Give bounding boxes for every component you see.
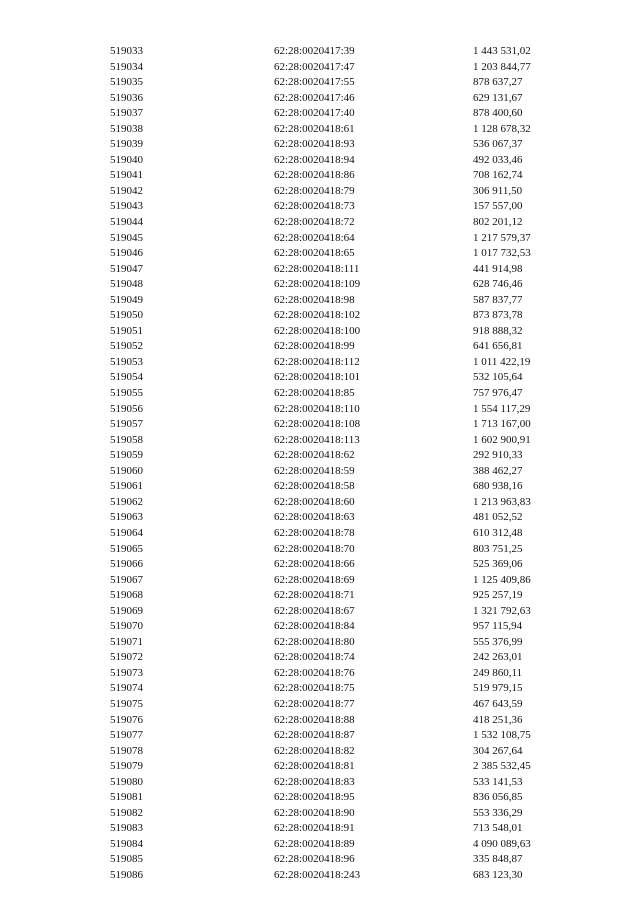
cadastral-number: 62:28:0020418:58 (274, 480, 355, 493)
record-number: 519083 (110, 822, 143, 835)
record-number: 519036 (110, 91, 143, 104)
cadastral-number: 62:28:0020418:70 (274, 542, 355, 555)
record-number: 519079 (110, 760, 143, 773)
record-number: 519082 (110, 806, 143, 819)
cadastral-number: 62:28:0020418:75 (274, 682, 355, 695)
table-row (0, 713, 640, 729)
record-number: 519046 (110, 247, 143, 260)
record-number: 519034 (110, 60, 143, 73)
table-row (0, 122, 640, 138)
record-number: 519070 (110, 620, 143, 633)
record-number: 519047 (110, 262, 143, 275)
cadastral-number: 62:28:0020418:88 (274, 713, 355, 726)
table-row (0, 137, 640, 153)
table-row (0, 168, 640, 184)
table-row (0, 790, 640, 806)
record-number: 519056 (110, 402, 143, 415)
record-number: 519068 (110, 589, 143, 602)
cadastral-number: 62:28:0020418:79 (274, 184, 355, 197)
cadastral-value: 1 602 900,91 (473, 433, 531, 446)
record-number: 519055 (110, 387, 143, 400)
cadastral-number: 62:28:0020418:82 (274, 744, 355, 757)
cadastral-value: 683 123,30 (473, 868, 523, 881)
cadastral-number: 62:28:0020418:73 (274, 200, 355, 213)
table-row (0, 355, 640, 371)
cadastral-number: 62:28:0020417:55 (274, 76, 355, 89)
table-row (0, 775, 640, 791)
record-number: 519075 (110, 697, 143, 710)
cadastral-value: 4 090 089,63 (473, 837, 531, 850)
cadastral-number: 62:28:0020418:64 (274, 231, 355, 244)
record-number: 519065 (110, 542, 143, 555)
record-number: 519078 (110, 744, 143, 757)
cadastral-number: 62:28:0020418:66 (274, 558, 355, 571)
cadastral-value: 242 263,01 (473, 651, 523, 664)
table-row (0, 324, 640, 340)
record-number: 519074 (110, 682, 143, 695)
record-number: 519035 (110, 76, 143, 89)
cadastral-number: 62:28:0020418:102 (274, 309, 361, 322)
cadastral-number: 62:28:0020418:108 (274, 418, 361, 431)
cadastral-number: 62:28:0020418:71 (274, 589, 355, 602)
table-row (0, 184, 640, 200)
cadastral-number: 62:28:0020418:109 (274, 278, 361, 291)
cadastral-number: 62:28:0020418:62 (274, 449, 355, 462)
cadastral-number: 62:28:0020418:59 (274, 464, 355, 477)
table-row (0, 153, 640, 169)
cadastral-number: 62:28:0020418:100 (274, 324, 361, 337)
cadastral-value: 492 033,46 (473, 153, 523, 166)
cadastral-number: 62:28:0020418:83 (274, 775, 355, 788)
cadastral-number: 62:28:0020418:74 (274, 651, 355, 664)
cadastral-value: 587 837,77 (473, 293, 523, 306)
cadastral-value: 878 637,27 (473, 76, 523, 89)
cadastral-value: 1 011 422,19 (473, 355, 531, 368)
cadastral-value: 1 017 732,53 (473, 247, 531, 260)
cadastral-value: 1 554 117,29 (473, 402, 531, 415)
cadastral-value: 803 751,25 (473, 542, 523, 555)
record-number: 519037 (110, 107, 143, 120)
cadastral-number: 62:28:0020417:39 (274, 45, 355, 57)
cadastral-value: 713 548,01 (473, 822, 523, 835)
cadastral-value: 519 979,15 (473, 682, 523, 695)
cadastral-number: 62:28:0020418:60 (274, 495, 355, 508)
cadastral-value: 708 162,74 (473, 169, 523, 182)
record-number: 519033 (110, 45, 143, 57)
cadastral-value: 878 400,60 (473, 107, 523, 120)
cadastral-value: 918 888,32 (473, 324, 523, 337)
record-number: 519073 (110, 666, 143, 679)
record-number: 519062 (110, 495, 143, 508)
cadastral-value: 292 910,33 (473, 449, 523, 462)
record-number: 519057 (110, 418, 143, 431)
cadastral-number: 62:28:0020418:85 (274, 387, 355, 400)
table-row (0, 526, 640, 542)
table-row (0, 339, 640, 355)
cadastral-number: 62:28:0020418:72 (274, 216, 355, 229)
cadastral-number: 62:28:0020418:112 (274, 355, 360, 368)
record-number: 519040 (110, 153, 143, 166)
record-number: 519077 (110, 729, 143, 742)
record-number: 519063 (110, 511, 143, 524)
cadastral-value: 249 860,11 (473, 666, 523, 679)
table-row (0, 370, 640, 386)
record-number: 519084 (110, 837, 143, 850)
cadastral-value: 1 217 579,37 (473, 231, 531, 244)
record-number: 519066 (110, 558, 143, 571)
table-row (0, 619, 640, 635)
table-row (0, 666, 640, 682)
cadastral-value: 873 873,78 (473, 309, 523, 322)
record-number: 519085 (110, 853, 143, 866)
cadastral-number: 62:28:0020418:78 (274, 526, 355, 539)
cadastral-value: 610 312,48 (473, 526, 523, 539)
table-row (0, 479, 640, 495)
cadastral-number: 62:28:0020418:99 (274, 340, 355, 353)
record-number: 519044 (110, 216, 143, 229)
cadastral-value: 441 914,98 (473, 262, 523, 275)
table-row (0, 681, 640, 697)
cadastral-value: 629 131,67 (473, 91, 523, 104)
cadastral-number: 62:28:0020418:69 (274, 573, 355, 586)
cadastral-value: 533 141,53 (473, 775, 523, 788)
cadastral-number: 62:28:0020417:46 (274, 91, 355, 104)
cadastral-number: 62:28:0020418:101 (274, 371, 361, 384)
cadastral-value: 1 532 108,75 (473, 729, 531, 742)
cadastral-value: 757 976,47 (473, 387, 523, 400)
cadastral-value: 628 746,46 (473, 278, 523, 291)
record-number: 519039 (110, 138, 143, 151)
record-number: 519051 (110, 324, 143, 337)
cadastral-value: 525 369,06 (473, 558, 523, 571)
cadastral-value: 481 052,52 (473, 511, 523, 524)
table-row (0, 650, 640, 666)
cadastral-number: 62:28:0020418:94 (274, 153, 355, 166)
table-row (0, 308, 640, 324)
cadastral-value: 418 251,36 (473, 713, 523, 726)
table-row (0, 44, 640, 60)
table-row (0, 75, 640, 91)
cadastral-value: 1 713 167,00 (473, 418, 531, 431)
record-number: 519042 (110, 184, 143, 197)
cadastral-value: 1 128 678,32 (473, 122, 531, 135)
cadastral-number: 62:28:0020418:243 (274, 868, 361, 881)
cadastral-number: 62:28:0020418:87 (274, 729, 355, 742)
table-row (0, 852, 640, 868)
cadastral-value: 1 321 792,63 (473, 604, 531, 617)
record-number: 519050 (110, 309, 143, 322)
table-row (0, 573, 640, 589)
cadastral-number: 62:28:0020418:95 (274, 791, 355, 804)
record-number: 519080 (110, 775, 143, 788)
table-row (0, 510, 640, 526)
table-row (0, 91, 640, 107)
table-row (0, 495, 640, 511)
cadastral-number: 62:28:0020418:89 (274, 837, 355, 850)
cadastral-number: 62:28:0020418:65 (274, 247, 355, 260)
cadastral-value: 1 213 963,83 (473, 495, 531, 508)
cadastral-number: 62:28:0020418:96 (274, 853, 355, 866)
cadastral-value: 680 938,16 (473, 480, 523, 493)
record-number: 519049 (110, 293, 143, 306)
cadastral-value: 2 385 532,45 (473, 760, 531, 773)
record-number: 519064 (110, 526, 143, 539)
table-row (0, 697, 640, 713)
cadastral-number: 62:28:0020418:111 (274, 262, 360, 275)
record-number: 519058 (110, 433, 143, 446)
record-number: 519071 (110, 635, 143, 648)
table-row (0, 821, 640, 837)
table-row (0, 402, 640, 418)
table-row (0, 262, 640, 278)
record-number: 519038 (110, 122, 143, 135)
table-row (0, 728, 640, 744)
cadastral-number: 62:28:0020418:81 (274, 760, 355, 773)
cadastral-value: 467 643,59 (473, 697, 523, 710)
record-number: 519052 (110, 340, 143, 353)
record-number: 519045 (110, 231, 143, 244)
record-number: 519061 (110, 480, 143, 493)
table-row (0, 277, 640, 293)
data-table (0, 44, 640, 884)
cadastral-value: 532 105,64 (473, 371, 523, 384)
cadastral-value: 802 201,12 (473, 216, 523, 229)
table-row (0, 293, 640, 309)
cadastral-value: 536 067,37 (473, 138, 523, 151)
table-row (0, 215, 640, 231)
table-row (0, 837, 640, 853)
cadastral-number: 62:28:0020418:90 (274, 806, 355, 819)
cadastral-number: 62:28:0020418:86 (274, 169, 355, 182)
record-number: 519054 (110, 371, 143, 384)
cadastral-number: 62:28:0020418:91 (274, 822, 355, 835)
cadastral-number: 62:28:0020418:76 (274, 666, 355, 679)
cadastral-number: 62:28:0020418:80 (274, 635, 355, 648)
table-row (0, 433, 640, 449)
record-number: 519076 (110, 713, 143, 726)
cadastral-number: 62:28:0020418:93 (274, 138, 355, 151)
table-row (0, 744, 640, 760)
record-number: 519053 (110, 355, 143, 368)
record-number: 519072 (110, 651, 143, 664)
table-row (0, 604, 640, 620)
cadastral-number: 62:28:0020418:77 (274, 697, 355, 710)
cadastral-value: 555 376,99 (473, 635, 523, 648)
table-row (0, 386, 640, 402)
cadastral-value: 957 115,94 (473, 620, 523, 633)
table-row (0, 759, 640, 775)
table-row (0, 199, 640, 215)
cadastral-value: 641 656,81 (473, 340, 523, 353)
cadastral-number: 62:28:0020417:47 (274, 60, 355, 73)
cadastral-value: 388 462,27 (473, 464, 523, 477)
table-row (0, 868, 640, 884)
cadastral-number: 62:28:0020418:110 (274, 402, 360, 415)
table-row (0, 464, 640, 480)
cadastral-number: 62:28:0020418:61 (274, 122, 355, 135)
table-row (0, 231, 640, 247)
cadastral-value: 925 257,19 (473, 589, 523, 602)
cadastral-number: 62:28:0020418:67 (274, 604, 355, 617)
record-number: 519060 (110, 464, 143, 477)
table-row (0, 246, 640, 262)
table-row (0, 588, 640, 604)
record-number: 519059 (110, 449, 143, 462)
table-row (0, 60, 640, 76)
record-number: 519081 (110, 791, 143, 804)
table-row (0, 806, 640, 822)
record-number: 519086 (110, 868, 143, 881)
record-number: 519041 (110, 169, 143, 182)
cadastral-value: 1 443 531,02 (473, 45, 531, 57)
cadastral-value: 553 336,29 (473, 806, 523, 819)
cadastral-number: 62:28:0020418:98 (274, 293, 355, 306)
table-row (0, 448, 640, 464)
cadastral-value: 157 557,00 (473, 200, 523, 213)
cadastral-value: 304 267,64 (473, 744, 523, 757)
record-number: 519067 (110, 573, 143, 586)
cadastral-value: 1 203 844,77 (473, 60, 531, 73)
cadastral-value: 836 056,85 (473, 791, 523, 804)
cadastral-value: 1 125 409,86 (473, 573, 531, 586)
table-row (0, 557, 640, 573)
cadastral-value: 306 911,50 (473, 184, 523, 197)
table-row (0, 106, 640, 122)
table-row (0, 542, 640, 558)
record-number: 519069 (110, 604, 143, 617)
table-row (0, 635, 640, 651)
cadastral-number: 62:28:0020418:63 (274, 511, 355, 524)
record-number: 519048 (110, 278, 143, 291)
table-row (0, 417, 640, 433)
cadastral-number: 62:28:0020418:84 (274, 620, 355, 633)
cadastral-value: 335 848,87 (473, 853, 523, 866)
cadastral-number: 62:28:0020417:40 (274, 107, 355, 120)
record-number: 519043 (110, 200, 143, 213)
cadastral-number: 62:28:0020418:113 (274, 433, 360, 446)
